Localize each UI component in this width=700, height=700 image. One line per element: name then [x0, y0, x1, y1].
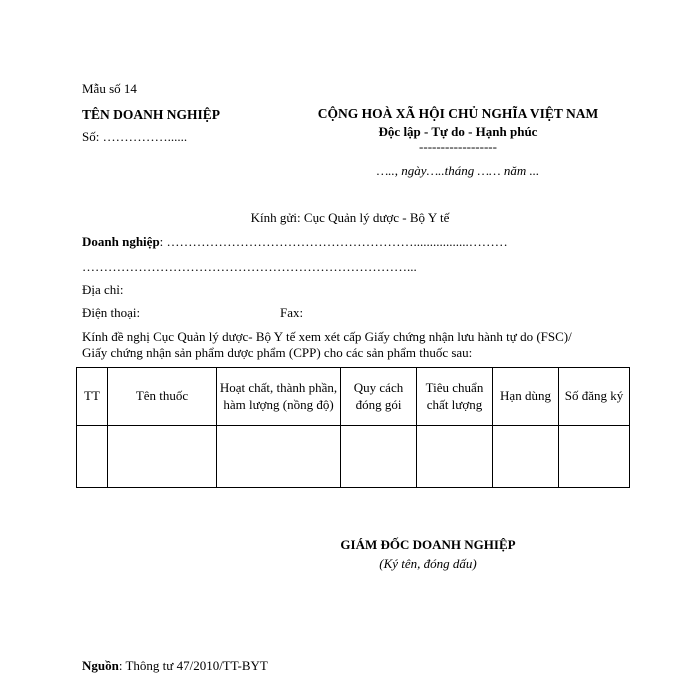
header-cell-quality-standard: Tiêu chuẩn chất lượng: [417, 368, 493, 426]
header-cell-drug-name: Tên thuốc: [108, 368, 217, 426]
table-cell[interactable]: [77, 426, 108, 488]
header-cell-expiry: Hạn dùng: [493, 368, 559, 426]
table-row: [77, 426, 630, 488]
header-cell-tt: TT: [77, 368, 108, 426]
company-name-label: TÊN DOANH NGHIỆP: [82, 107, 221, 122]
signer-note: (Ký tên, đóng dấu): [379, 556, 477, 571]
source-text: : Thông tư 47/2010/TT-BYT: [118, 658, 268, 673]
request-line-2: Giấy chứng nhận sản phẩm dược phẩm (CPP) cho các sản phẩm thuốc sau:: [82, 345, 473, 360]
header-cell-registration-no: Số đăng ký: [559, 368, 630, 426]
product-table: [76, 367, 630, 488]
recipient-line: Kính gửi: Cục Quản lý dược - Bộ Y tế: [250, 210, 450, 225]
signer-title: GIÁM ĐỐC DOANH NGHIỆP: [340, 537, 516, 552]
enterprise-dots: : ………………………………………………….................………: [159, 234, 508, 249]
table-cell[interactable]: [217, 426, 341, 488]
form-number: Mẫu số 14: [82, 81, 137, 96]
document-number-line: Số: ……………......: [82, 129, 188, 144]
source-line: [82, 658, 268, 674]
table-cell[interactable]: [108, 426, 217, 488]
motto: Độc lập - Tự do - Hạnh phúc: [378, 124, 538, 139]
header-cell-packaging: Quy cách đóng gói: [341, 368, 417, 426]
motto-underline: ------------------: [419, 139, 497, 154]
table-cell[interactable]: [341, 426, 417, 488]
enterprise-line: [82, 234, 508, 250]
address-label: Địa chỉ:: [82, 282, 124, 297]
source-label: Nguồn: [82, 658, 119, 673]
phone-label: Điện thoại:: [82, 305, 141, 320]
enterprise-continuation-dots: …………………………………………………………………...: [82, 259, 417, 274]
table-cell[interactable]: [559, 426, 630, 488]
country-title: CỘNG HOÀ XÃ HỘI CHỦ NGHĨA VIỆT NAM: [317, 106, 599, 121]
enterprise-label: Doanh nghiệp: [82, 234, 160, 249]
date-line: ….., ngày…..tháng …… năm ...: [376, 163, 540, 178]
fax-label: Fax:: [280, 305, 304, 320]
table-cell[interactable]: [417, 426, 493, 488]
header-cell-active-ingredient: Hoạt chất, thành phần, hàm lượng (nồng độ): [217, 368, 341, 426]
table-cell[interactable]: [493, 426, 559, 488]
request-line-1: Kính đề nghị Cục Quản lý dược- Bộ Y tế xem xét cấp Giấy chứng nhận lưu hành tự do (FSC)/: [82, 329, 572, 344]
table-header-row: [77, 368, 630, 426]
